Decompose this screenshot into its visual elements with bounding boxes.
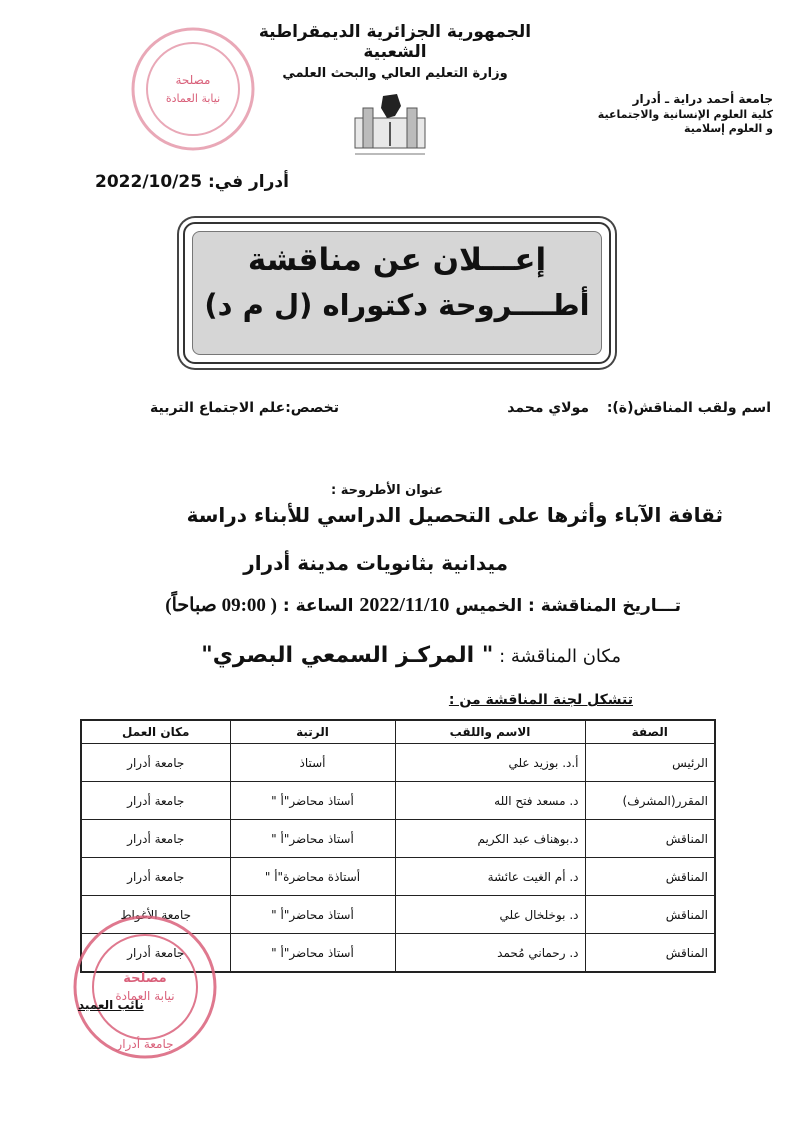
cell-rank: أستاذ محاضر"أ "	[230, 896, 395, 934]
table-row	[81, 820, 715, 858]
col-header-rank: الرتبة	[230, 720, 395, 744]
table-row	[81, 858, 715, 896]
committee-label: تتشكل لجنة المناقشة من :	[448, 692, 633, 708]
cell-title: المناقش	[585, 858, 715, 896]
place-label: مكان المناقشة :	[499, 646, 621, 667]
thesis-label: عنوان الأطروحة :	[331, 483, 443, 498]
place-value: " المركـز السمعي البصري"	[201, 643, 494, 668]
cell-rank: أستاذ محاضر"أ "	[230, 820, 395, 858]
cell-title: المناقش	[585, 896, 715, 934]
cell-title: المقرر(المشرف)	[585, 782, 715, 820]
col-header-title: الصفة	[585, 720, 715, 744]
cell-rank: أستاذ	[230, 744, 395, 782]
defense-time-label: الساعة :	[282, 596, 354, 616]
defense-place-line	[201, 643, 621, 668]
ministry-name: وزارة التعليم العالي والبحث العلمي	[282, 66, 508, 81]
table-header-row	[81, 720, 715, 744]
table-row	[81, 744, 715, 782]
cell-rank: أستاذ محاضر"أ "	[230, 782, 395, 820]
candidate-name: مولاي محمد	[507, 400, 590, 416]
col-header-work: مكان العمل	[81, 720, 230, 744]
defense-date-line	[165, 594, 681, 617]
col-header-name: الاسم واللقب	[395, 720, 585, 744]
cell-title: الرئيس	[585, 744, 715, 782]
cell-name: د. أم الغيت عائشة	[395, 858, 585, 896]
stamp-bottom-ring: جامعة أدرار	[116, 1037, 174, 1051]
defense-date: 2022/11/10	[359, 594, 450, 616]
announcement-title2: أطــــروحة دكتوراه (ل م د)	[204, 288, 590, 322]
cell-title: المناقش	[585, 934, 715, 973]
stamp-bottom-line2: نيابة العمادة	[115, 989, 175, 1003]
thesis-title-line2: ميدانية بثانويات مدينة أدرار	[243, 551, 508, 575]
candidate-label: اسم ولقب المناقش(ة):	[606, 400, 771, 416]
defense-time: ( 09:00 صباحاً)	[165, 595, 277, 616]
cell-work: جامعة الأغواط	[81, 896, 230, 934]
cell-name: أ.د. بوزيد علي	[395, 744, 585, 782]
cell-work: جامعة أدرار	[81, 782, 230, 820]
thesis-title-line1: ثقافة الآباء وأثرها على التحصيل الدراسي للأبناء دراسة	[186, 503, 723, 527]
republic-name: الجمهورية الجزائرية الديمقراطية الشعبية	[258, 22, 532, 62]
cell-work: جامعة أدرار	[81, 744, 230, 782]
faculty-line1: كلية العلوم الإنسانية والاجتماعية	[597, 108, 773, 121]
faculty-line2: و العلوم إسلامية	[684, 122, 773, 135]
table-row	[81, 782, 715, 820]
stamp-top-line2: نيابة العمادة	[165, 92, 221, 105]
stamp-bottom-line1: مصلحة	[123, 971, 167, 986]
issue-date: أدرار في: 2022/10/25	[95, 172, 289, 192]
faculty-stamp-bottom	[70, 912, 220, 1062]
cell-rank: أستاذة محاضرة"أ "	[230, 858, 395, 896]
cell-name: د. بوخلخال علي	[395, 896, 585, 934]
specialty-label: تخصص:	[285, 400, 340, 416]
announcement-title1: إعـــلان عن مناقشة	[247, 242, 547, 278]
cell-name: د.بوهناف عبد الكريم	[395, 820, 585, 858]
candidate-line	[507, 400, 771, 416]
cell-work: جامعة أدرار	[81, 934, 230, 973]
specialty-value: علم الاجتماع التربية	[150, 400, 286, 416]
stamp-top-line1: مصلحة	[175, 73, 211, 87]
header-right	[523, 92, 773, 135]
announcement-box	[183, 222, 611, 364]
university-name: جامعة أحمد دراية ـ أدرار	[632, 92, 773, 106]
university-logo-icon	[345, 88, 435, 158]
announcement-inner	[192, 231, 602, 355]
specialty-line	[150, 400, 339, 416]
cell-work: جامعة أدرار	[81, 858, 230, 896]
defense-label: تـــاريخ المناقشة : الخميس	[455, 596, 681, 616]
vice-dean-label: نائب العميد	[78, 998, 144, 1012]
cell-rank: أستاذ محاضر"أ "	[230, 934, 395, 973]
cell-name: د. رحماني مُحمد	[395, 934, 585, 973]
cell-work: جامعة أدرار	[81, 820, 230, 858]
header-center	[230, 22, 560, 81]
cell-title: المناقش	[585, 820, 715, 858]
cell-name: د. مسعد فتح الله	[395, 782, 585, 820]
